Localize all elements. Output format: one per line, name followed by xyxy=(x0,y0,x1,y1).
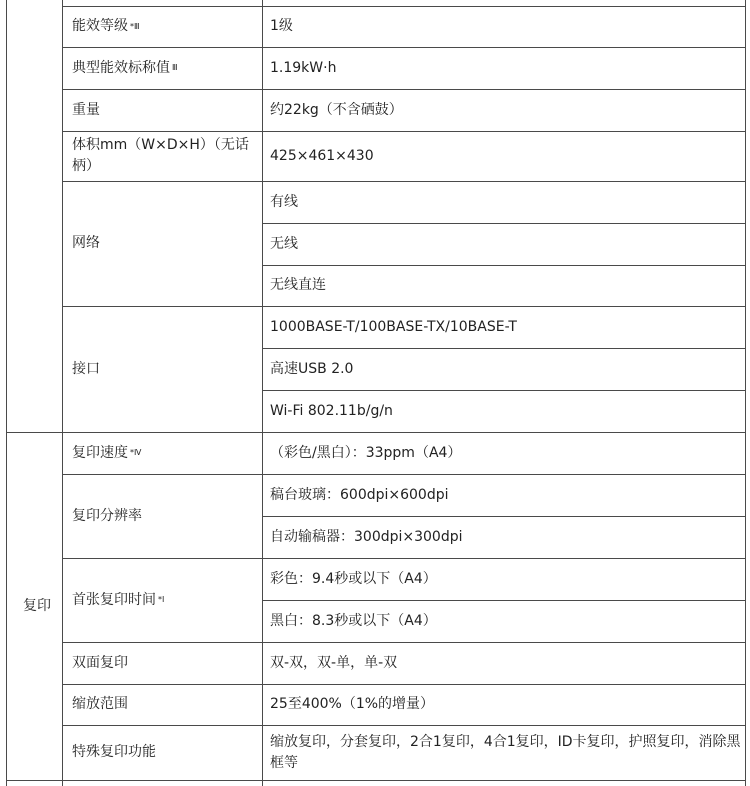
first-copy-mono: 黑白：8.3秒或以下（A4） xyxy=(270,612,437,629)
copy-resolution-adf: 自动输稿器：300dpi×300dpi xyxy=(270,528,463,545)
weight-value: 约22kg（不含硒鼓） xyxy=(270,101,403,118)
section-divider xyxy=(6,780,746,781)
volume-label: 体积mm（W×D×H）（无话柄） xyxy=(72,137,249,174)
volume-value: 425×461×430 xyxy=(270,147,374,164)
first-copy-color: 彩色：9.4秒或以下（A4） xyxy=(270,570,437,587)
energy-value-value: 1.19kW·h xyxy=(270,59,337,76)
network-value-direct: 无线直连 xyxy=(270,277,326,293)
interface-value-wifi: Wi-Fi 802.11b/g/n xyxy=(270,402,393,419)
interface-value-ethernet: 1000BASE-T/100BASE-TX/10BASE-T xyxy=(270,318,517,335)
copy-resolution-glass: 稿台玻璃：600dpi×600dpi xyxy=(270,486,449,503)
zoom-value: 25至400%（1%的增量） xyxy=(270,696,435,712)
energy-class-value: 1级 xyxy=(270,18,293,34)
duplex-label: 双面复印 xyxy=(72,654,128,671)
col-divider xyxy=(262,0,263,786)
weight-label: 重量 xyxy=(72,101,100,118)
copy-speed-value: （彩色/黑白）：33ppm（A4） xyxy=(270,444,462,461)
duplex-value: 双-双，双-单，单-双 xyxy=(270,654,398,671)
special-value: 缩放复印，分套复印，2合1复印，4合1复印，ID卡复印，护照复印，消除黑框等 xyxy=(270,733,741,771)
interface-label: 接口 xyxy=(72,360,100,377)
interface-value-usb: 高速USB 2.0 xyxy=(270,360,354,377)
category-copy: 复印 xyxy=(23,597,51,614)
first-copy-label: 首张复印时间 *Ⅰ xyxy=(72,591,165,608)
special-label: 特殊复印功能 xyxy=(72,744,156,760)
network-label: 网络 xyxy=(72,235,100,251)
energy-class-label: 能效等级 *Ⅲ xyxy=(72,18,140,34)
energy-value-label: 典型能效标称值 Ⅲ xyxy=(72,59,178,76)
zoom-label: 缩放范围 xyxy=(72,696,128,712)
copy-speed-label: 复印速度 *Ⅳ xyxy=(72,444,142,461)
network-value-wireless: 无线 xyxy=(270,235,298,252)
copy-resolution-label: 复印分辨率 xyxy=(72,507,142,524)
network-value-wired: 有线 xyxy=(270,193,298,210)
